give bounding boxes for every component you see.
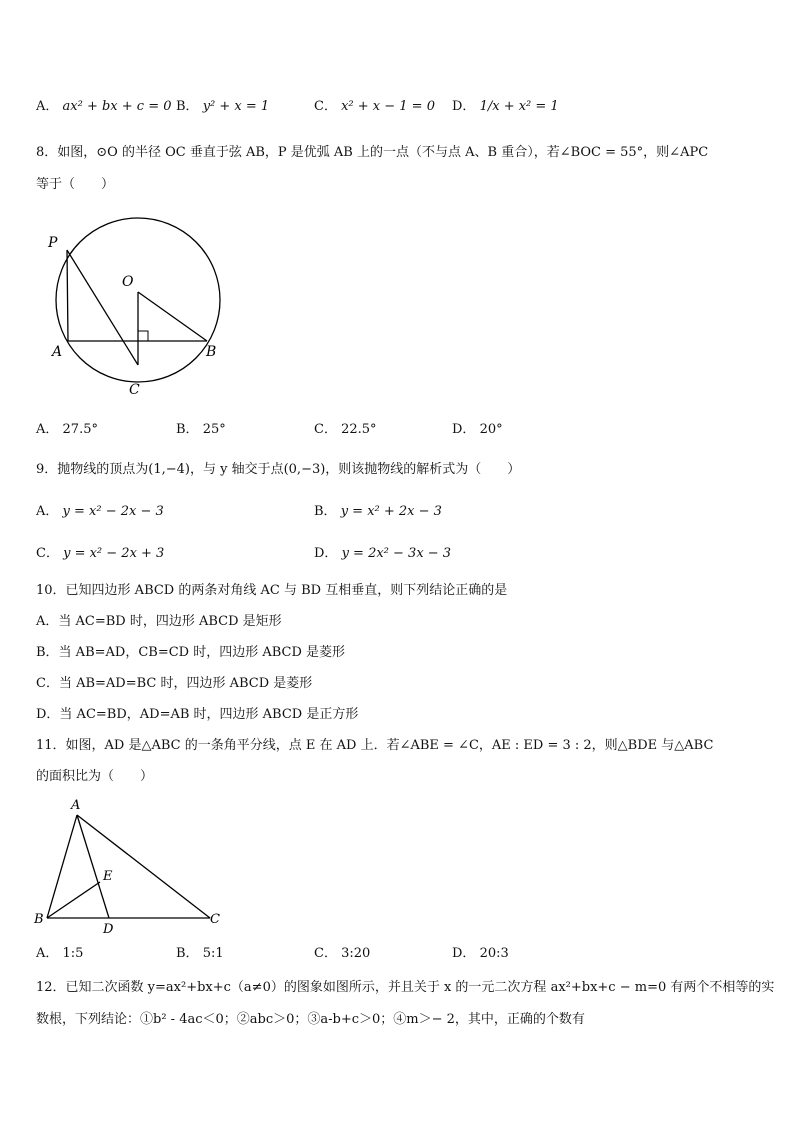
q11-option-a bbox=[36, 945, 83, 963]
q10-option-c: C．当 AB=AD=BC 时，四边形 ABCD 是菱形 bbox=[36, 676, 313, 691]
option-text: 25° bbox=[202, 422, 226, 437]
q11-triangle-figure bbox=[30, 795, 230, 935]
q11-option-d bbox=[452, 945, 509, 963]
q7-option-b bbox=[176, 98, 269, 116]
q8-stem-line1: 8．如图，⊙O 的半径 OC 垂直于弦 AB，P 是优弧 AB 上的一点（不与点 A、B 重合），若∠BOC = 55°，则∠APC bbox=[36, 145, 709, 160]
q12-stem-line2: 数根，下列结论：①b² - 4ac＜0；②abc＞0；③a-b+c＞0；④m＞− 2，其中，正确的个数有 bbox=[36, 1012, 585, 1027]
option-text: 22.5° bbox=[341, 422, 377, 437]
label-b: B bbox=[34, 912, 44, 927]
q11-stem-line1: 11．如图，AD 是△ABC 的一条角平分线，点 E 在 AD 上．若∠ABE = ∠C，AE : ED = 3 : 2，则△BDE 与△ABC bbox=[36, 738, 714, 753]
side-ab bbox=[47, 815, 77, 918]
option-label: C． bbox=[314, 946, 337, 961]
q9-stem-line1: 9．抛物线的顶点为(1,−4)，与 y 轴交于点(0,−3)，则该抛物线的解析式为（ ） bbox=[36, 462, 521, 477]
q8-option-b bbox=[176, 421, 226, 439]
label-a: A bbox=[52, 344, 63, 360]
option-label: C． bbox=[36, 546, 59, 561]
q8-stem-line2: 等于（ ） bbox=[36, 177, 115, 192]
q11-option-b bbox=[176, 945, 224, 963]
option-label: D． bbox=[452, 99, 476, 114]
option-text: 27.5° bbox=[62, 422, 98, 437]
q7-option-a bbox=[36, 98, 172, 116]
option-text: 3:20 bbox=[341, 946, 371, 961]
option-label: D． bbox=[452, 422, 476, 437]
q8-option-c bbox=[314, 421, 377, 439]
option-text: 1:5 bbox=[62, 946, 84, 961]
q12-stem-line1: 12．已知二次函数 y=ax²+bx+c（a≠0）的图象如图所示，并且关于 x 的一元二次方程 ax²+bx+c − m=0 有两个不相等的实 bbox=[36, 980, 775, 995]
label-d: D bbox=[103, 922, 114, 935]
option-text: 1/x + x² = 1 bbox=[479, 99, 559, 114]
q9-option-a bbox=[36, 503, 164, 521]
option-label: C． bbox=[314, 99, 337, 114]
option-text: 20° bbox=[479, 422, 503, 437]
label-b: B bbox=[206, 344, 217, 360]
q11-option-c bbox=[314, 945, 370, 963]
q10-option-b: B．当 AB=AD，CB=CD 时，四边形 ABCD 是菱形 bbox=[36, 645, 346, 660]
segment-pa bbox=[67, 250, 68, 341]
q9-option-d bbox=[314, 545, 451, 563]
segment-pc bbox=[67, 250, 138, 365]
right-angle-mark bbox=[138, 331, 148, 341]
option-text: x² + x − 1 = 0 bbox=[341, 99, 435, 114]
option-label: A． bbox=[36, 422, 59, 437]
option-label: A． bbox=[36, 946, 59, 961]
q9-option-c bbox=[36, 545, 164, 563]
q10-option-d: D．当 AC=BD，AD=AB 时，四边形 ABCD 是正方形 bbox=[36, 707, 359, 722]
option-text: ax² + bx + c = 0 bbox=[62, 99, 172, 114]
label-c: C bbox=[210, 912, 220, 927]
label-o: O bbox=[122, 274, 134, 290]
side-ac bbox=[77, 815, 210, 918]
option-label: D． bbox=[452, 946, 476, 961]
q11-stem-line2: 的面积比为（ ） bbox=[36, 769, 154, 784]
label-p: P bbox=[48, 235, 58, 251]
q7-option-d bbox=[452, 98, 559, 116]
q8-option-d bbox=[452, 421, 503, 439]
q7-option-c bbox=[314, 98, 435, 116]
bisector-ad bbox=[77, 815, 109, 918]
label-a: A bbox=[71, 798, 81, 813]
option-label: B． bbox=[176, 422, 199, 437]
label-e: E bbox=[103, 869, 113, 884]
q8-option-a bbox=[36, 421, 98, 439]
option-text: y² + x = 1 bbox=[202, 99, 270, 114]
option-label: B． bbox=[176, 946, 199, 961]
option-label: A． bbox=[36, 99, 59, 114]
option-label: B． bbox=[176, 99, 199, 114]
option-text: y = x² + 2x − 3 bbox=[340, 504, 442, 519]
option-text: 20:3 bbox=[479, 946, 509, 961]
option-label: A． bbox=[36, 504, 59, 519]
option-text: y = 2x² − 3x − 3 bbox=[341, 546, 452, 561]
option-label: B． bbox=[314, 504, 337, 519]
option-text: 5:1 bbox=[202, 946, 224, 961]
q10-option-a: A．当 AC=BD 时，四边形 ABCD 是矩形 bbox=[36, 614, 282, 629]
option-label: D． bbox=[314, 546, 338, 561]
segment-be bbox=[47, 882, 100, 918]
q10-stem-line1: 10．已知四边形 ABCD 的两条对角线 AC 与 BD 互相垂直，则下列结论正确的是 bbox=[36, 583, 508, 598]
option-text: y = x² − 2x − 3 bbox=[62, 504, 164, 519]
option-label: C． bbox=[314, 422, 337, 437]
q8-circle-figure bbox=[40, 200, 240, 405]
option-text: y = x² − 2x + 3 bbox=[63, 546, 165, 561]
label-c: C bbox=[129, 382, 140, 398]
q9-option-b bbox=[314, 503, 442, 521]
